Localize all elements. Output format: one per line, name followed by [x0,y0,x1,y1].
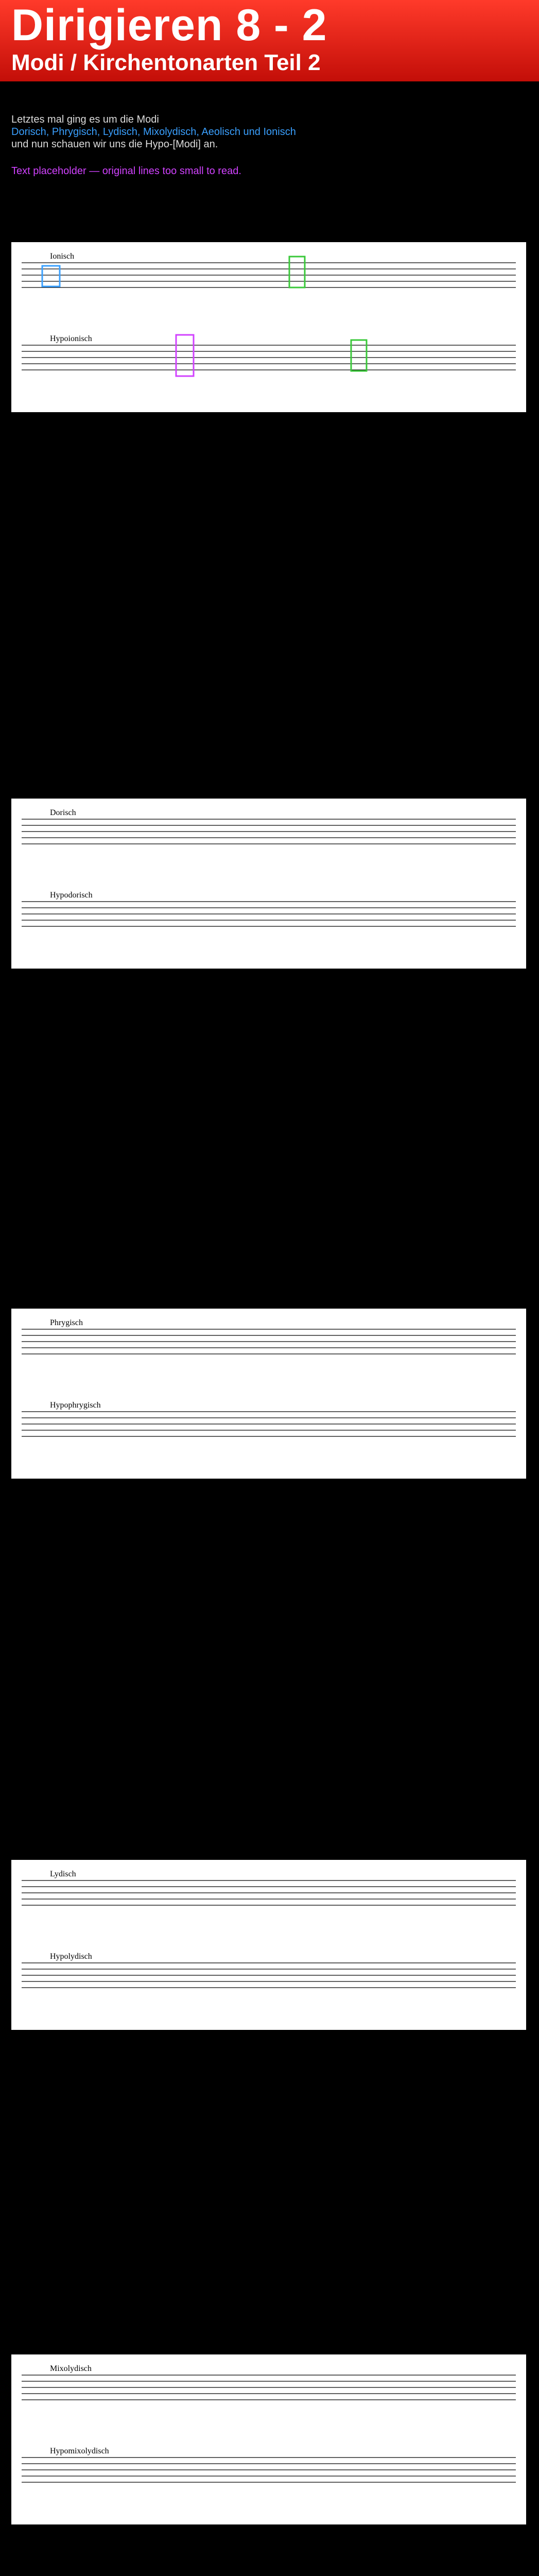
mode-label-bottom: Hypomixolydisch [50,2447,109,2455]
mode-label-bottom: Hypoionisch [50,334,92,343]
mode-label-top: Mixolydisch [50,2364,92,2373]
intro-line-2: Dorisch, Phrygisch, Lydisch, Mixolydisch, Aeolisch und Ionisch [11,126,296,138]
page-subtitle: Modi / Kirchentonarten Teil 2 [11,50,321,75]
figure-lydisch [11,1860,526,2030]
staff-figure-3 [11,1309,526,1479]
mode-label-top: Phrygisch [50,1318,83,1327]
intro-line-3: und nun schauen wir uns die Hypo-[Modi] an. [11,139,218,150]
staff-figure-4 [11,1860,526,2030]
mode-label-top: Lydisch [50,1870,76,1878]
figure-dorisch [11,799,526,969]
intro-section [11,113,526,192]
title-banner [0,0,539,81]
staff-figure-1 [11,242,526,412]
placeholder-paragraph: Text placeholder — original lines too small to read. [11,165,241,177]
intro-line-1: Letztes mal ging es um die Modi [11,114,159,125]
staff-figure-5 [11,2354,526,2524]
figure-mixolydisch [11,2354,526,2524]
staff-top [22,263,516,287]
page-title: Dirigieren 8 - 2 [11,1,327,50]
repercussa-marker [351,340,367,371]
mode-label-bottom: Hypodorisch [50,891,93,900]
mode-label-top: Ionisch [50,252,75,261]
figure-phrygisch [11,1309,526,1479]
repercussa-marker [289,257,305,287]
mode-label-bottom: Hypophrygisch [50,1401,101,1410]
staff-figure-2 [11,799,526,969]
mode-label-top: Dorisch [50,808,76,817]
intro-paragraph [11,113,526,150]
staff-bottom [22,345,516,370]
mode-label-bottom: Hypolydisch [50,1952,92,1961]
figure-ionisch [11,242,526,412]
